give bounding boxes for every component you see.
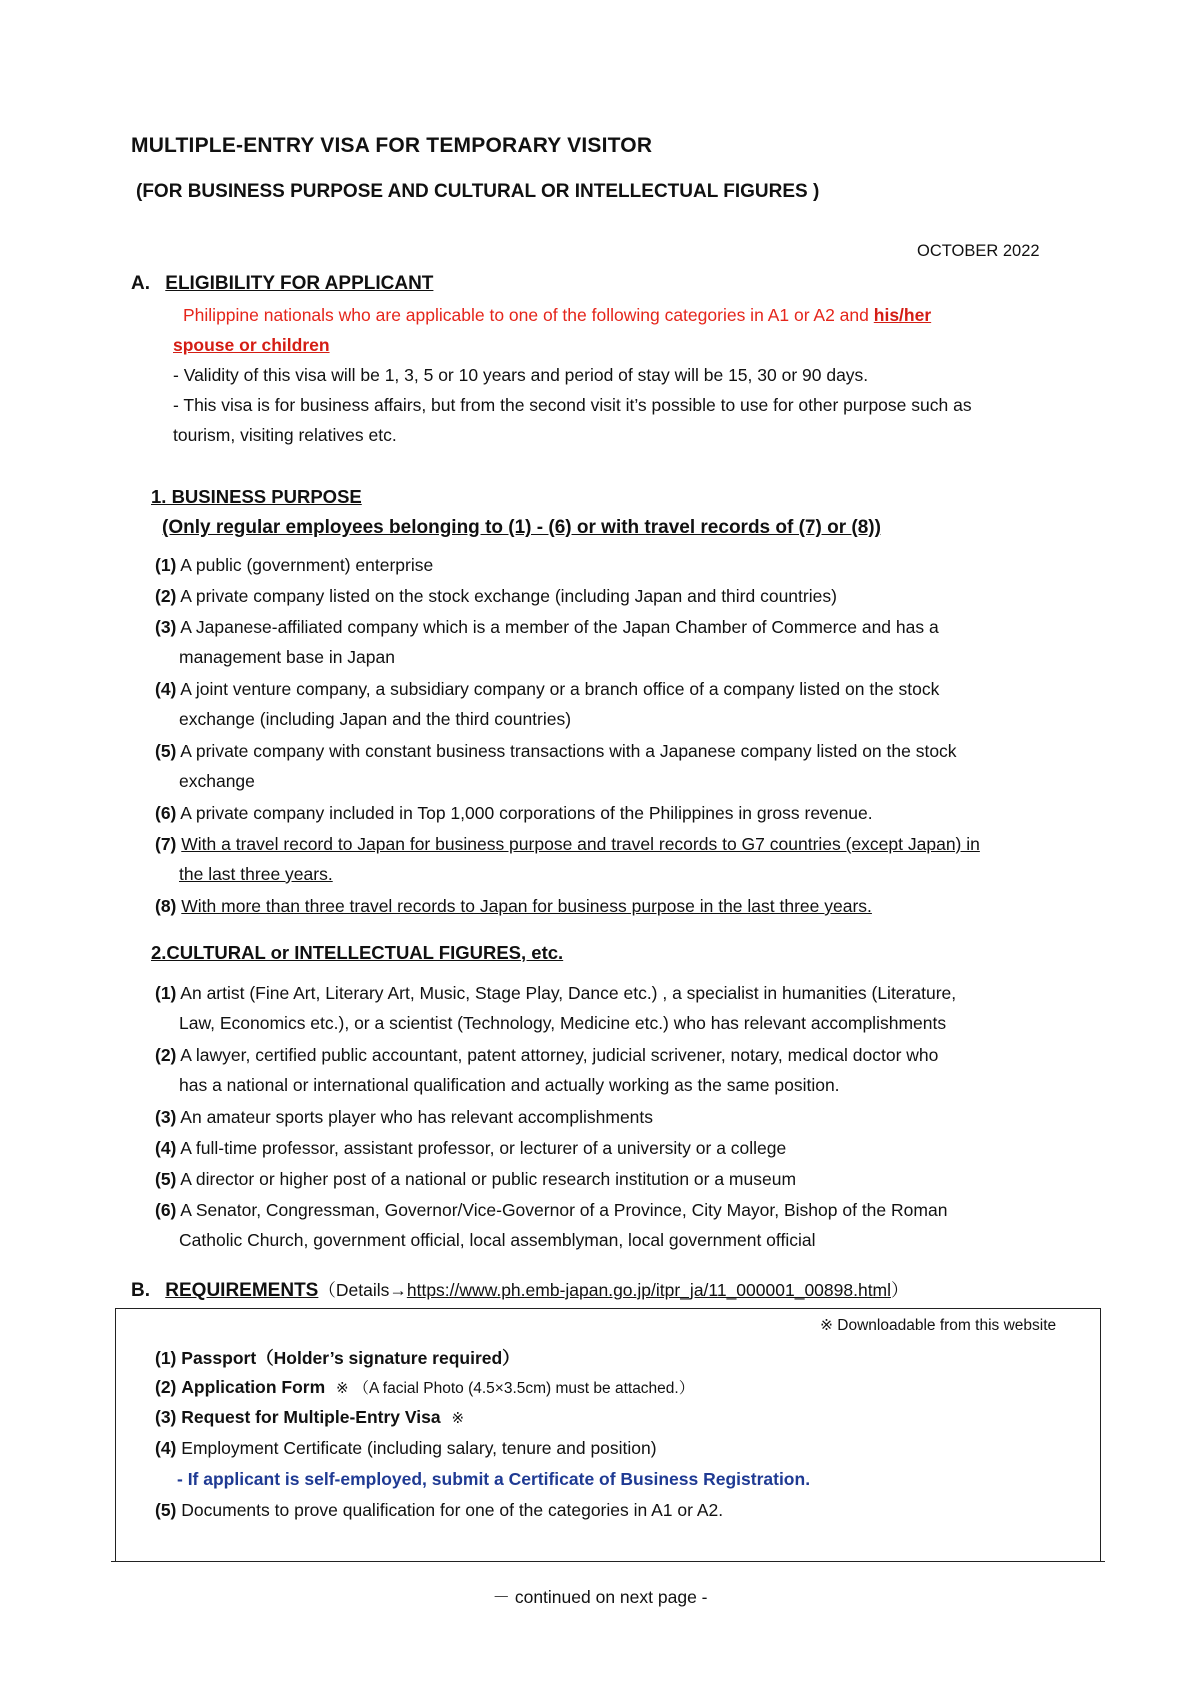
- section-b-letter: B.: [131, 1280, 150, 1301]
- page-title: MULTIPLE-ENTRY VISA FOR TEMPORARY VISITOR: [131, 134, 653, 157]
- list-item-text: A Japanese-affiliated company which is a member of the Japan Chamber of Commerce and has a: [180, 617, 939, 637]
- list-item-text: A private company with constant business transactions with a Japanese company listed on the stock: [180, 741, 957, 761]
- eligibility-intro-his-her: his/her: [873, 305, 932, 325]
- list-item: [155, 891, 1088, 921]
- requirement-text: Documents to prove qualification for one of the categories in A1 or A2.: [181, 1500, 724, 1520]
- eligibility-purpose-line2: tourism, visiting relatives etc.: [173, 425, 397, 445]
- document-date: OCTOBER 2022: [917, 242, 1040, 260]
- list-item-text: An amateur sports player who has relevant accomplishments: [180, 1107, 654, 1127]
- list-item-text: A public (government) enterprise: [180, 555, 434, 575]
- list-item-number: (6): [155, 1200, 177, 1220]
- list-item-number: (6): [155, 803, 177, 823]
- requirements-box-divider: [111, 1561, 1105, 1562]
- list-item: [155, 1164, 1088, 1194]
- list-item-text: A joint venture company, a subsidiary company or a branch office of a company listed on the stock: [180, 679, 940, 699]
- list-item-text-continued: Catholic Church, government official, local assemblyman, local government official: [179, 1230, 816, 1250]
- list-item: [155, 674, 1088, 734]
- list-item-number: (7): [155, 834, 177, 854]
- list-item-text: With a travel record to Japan for business purpose and travel records to G7 countries (except Japan) in: [181, 834, 980, 854]
- list-item-text-continued: exchange (including Japan and the third countries): [179, 709, 572, 729]
- list-item-number: (1): [155, 555, 177, 575]
- list-item: [155, 736, 1088, 796]
- eligibility-intro: [173, 300, 1088, 330]
- page-subtitle: (FOR BUSINESS PURPOSE AND CULTURAL OR INTELLECTUAL FIGURES ): [136, 181, 820, 202]
- section-b-heading: [131, 1277, 909, 1302]
- list-item-text: A private company included in Top 1,000 corporations of the Philippines in gross revenue.: [180, 803, 873, 823]
- requirement-qualification-docs: [155, 1500, 723, 1521]
- requirement-number: (1): [155, 1348, 177, 1368]
- list-item-number: (3): [155, 1107, 177, 1127]
- list-item-text-continued: management base in Japan: [179, 647, 395, 667]
- list-item: [155, 1102, 1088, 1132]
- list-item-text: A director or higher post of a national or public research institution or a museum: [180, 1169, 797, 1189]
- list-item-number: (5): [155, 1169, 177, 1189]
- requirements-details-suffix: ）: [891, 1280, 909, 1300]
- business-purpose-heading: 1. BUSINESS PURPOSE: [151, 486, 362, 507]
- list-item-text: A private company listed on the stock exchange (including Japan and third countries): [180, 586, 837, 606]
- eligibility-intro-line2: [173, 330, 1088, 360]
- requirement-self-employed-note: [177, 1469, 810, 1490]
- list-item-text-continued: has a national or international qualification and actually working as the same position.: [179, 1075, 840, 1095]
- requirement-number: (2): [155, 1377, 177, 1397]
- list-item-number: (4): [155, 679, 177, 699]
- list-item: [155, 829, 1088, 889]
- list-item-text: A lawyer, certified public accountant, patent attorney, judicial scrivener, notary, medical doctor who: [180, 1045, 939, 1065]
- list-item: [155, 612, 1088, 672]
- list-item: [155, 798, 1088, 828]
- list-item-number: (1): [155, 983, 177, 1003]
- requirements-details-prefix: （Details→: [318, 1280, 407, 1300]
- requirement-number: (4): [155, 1438, 177, 1458]
- list-item: [155, 1040, 1088, 1100]
- requirement-number: (3): [155, 1407, 177, 1427]
- list-item-text: A full-time professor, assistant professor, or lecturer of a university or a college: [180, 1138, 787, 1158]
- list-item-text: A Senator, Congressman, Governor/Vice-Governor of a Province, City Mayor, Bishop of the Roman: [180, 1200, 948, 1220]
- section-a-title: ELIGIBILITY FOR APPLICANT: [165, 273, 434, 294]
- eligibility-intro-spouse: spouse or children: [173, 335, 330, 355]
- requirement-note: - If applicant is self-employed, submit a Certificate of Business Registration.: [177, 1469, 811, 1489]
- section-a-letter: A.: [131, 273, 150, 294]
- list-item-text-continued: exchange: [179, 771, 255, 791]
- list-item: [155, 1195, 1088, 1255]
- requirement-text: Employment Certificate (including salary, tenure and position): [181, 1438, 657, 1458]
- list-item-text: An artist (Fine Art, Literary Art, Music, Stage Play, Dance etc.) , a specialist in humanities (Literature,: [180, 983, 957, 1003]
- requirements-details-link[interactable]: https://www.ph.emb-japan.go.jp/itpr_ja/11_000001_00898.html: [406, 1280, 892, 1300]
- requirement-text: Request for Multiple-Entry Visa: [181, 1407, 441, 1427]
- list-item-text-continued: [155, 859, 1088, 889]
- list-item-number: (4): [155, 1138, 177, 1158]
- requirement-request-form: [155, 1407, 464, 1428]
- section-b-title: REQUIREMENTS: [165, 1280, 319, 1301]
- list-item-number: (2): [155, 586, 177, 606]
- list-item-number: (3): [155, 617, 177, 637]
- list-item-number: (5): [155, 741, 177, 761]
- list-item: [155, 1133, 1088, 1163]
- eligibility-intro-text: Philippine nationals who are applicable to one of the following categories in A1 or A2 and: [183, 305, 869, 325]
- list-item-text: With more than three travel records to Japan for business purpose in the last three years.: [181, 896, 872, 916]
- continued-footer: － continued on next page -: [492, 1587, 708, 1607]
- download-mark-icon: ※: [451, 1410, 465, 1427]
- business-purpose-subheading: (Only regular employees belonging to (1) - (6) or with travel records of (7) or (8)): [162, 517, 881, 538]
- list-item-number: (8): [155, 896, 177, 916]
- download-mark-icon: ※: [336, 1380, 349, 1397]
- requirement-text: Application Form: [181, 1377, 326, 1397]
- list-item: [155, 581, 1088, 611]
- list-item-number: (2): [155, 1045, 177, 1065]
- cultural-figures-heading: 2.CULTURAL or INTELLECTUAL FIGURES, etc.: [151, 942, 564, 963]
- requirement-note: （A facial Photo (4.5×3.5cm) must be attached.）: [353, 1380, 695, 1397]
- requirement-text: Passport（Holder’s signature required）: [181, 1348, 520, 1368]
- requirement-passport: [155, 1345, 520, 1370]
- requirement-number: (5): [155, 1500, 177, 1520]
- requirement-employment-certificate: [155, 1438, 657, 1459]
- section-a-heading: [131, 273, 433, 295]
- list-item: [155, 978, 1088, 1038]
- list-item-text-continued: Law, Economics etc.), or a scientist (Technology, Medicine etc.) who has relevant accomplishments: [179, 1013, 947, 1033]
- eligibility-purpose-line1: - This visa is for business affairs, but from the second visit it’s possible to use for other purpose such as: [173, 395, 972, 415]
- requirement-application-form: [155, 1376, 694, 1398]
- list-item-text-continued-underlined: the last three years.: [179, 864, 333, 884]
- eligibility-validity: - Validity of this visa will be 1, 3, 5 or 10 years and period of stay will be 15, 30 or 90 days.: [173, 365, 869, 385]
- downloadable-note: ※ Downloadable from this website: [820, 1317, 1057, 1334]
- list-item: [155, 550, 1088, 580]
